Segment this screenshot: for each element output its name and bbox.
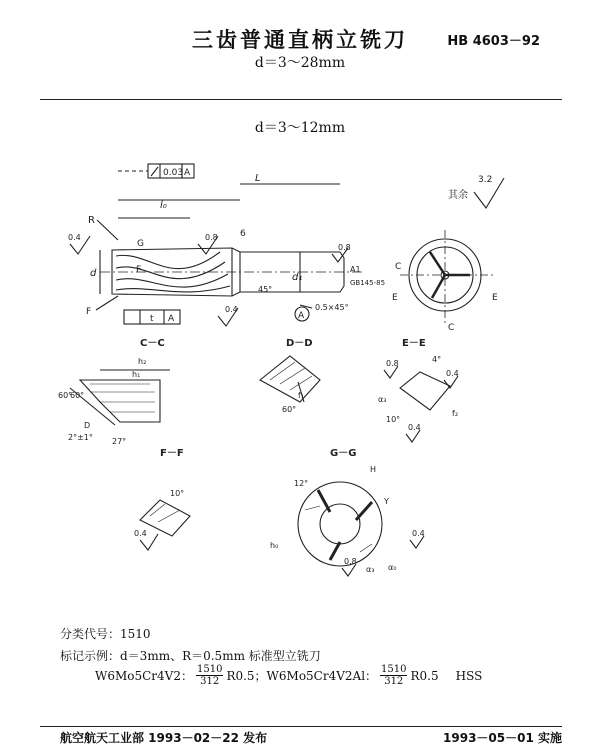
gg-H: H: [370, 465, 377, 474]
view-gg-title: G－G: [330, 448, 357, 459]
page-title: 三齿普通直柄立铣刀: [192, 28, 408, 52]
ee-04b: 0.4: [408, 423, 421, 432]
cc-h2: h₂: [138, 357, 147, 366]
material-label: HSS: [455, 668, 483, 683]
section-cc: [58, 357, 170, 446]
gb-reference: GB145-85: [350, 279, 386, 287]
gg-08: 0.8: [344, 557, 357, 566]
designation-suffix: R0.5: [410, 668, 439, 683]
designation-middle: R0.5；W6Mo5Cr4V2Al：: [226, 669, 378, 683]
sub-diameter-range: d＝3～12mm: [254, 120, 346, 136]
ff-04: 0.4: [134, 529, 147, 538]
tolerance-value: 0.03: [163, 168, 184, 178]
t-label: t: [150, 314, 154, 324]
view-a1-label: A1: [350, 265, 361, 274]
designation-prefix: W6Mo5Cr4V2：: [95, 669, 193, 683]
section-f-label: F: [86, 307, 92, 317]
end-view: [392, 230, 498, 333]
classification-code: 分类代号：1510: [60, 627, 151, 641]
rest-label: 其余: [448, 190, 468, 201]
fraction-denominator: 312: [200, 676, 220, 687]
ee-08: 0.8: [386, 359, 399, 368]
roughness-04-label: 0.4: [68, 233, 81, 242]
dd-f1: f₁: [298, 391, 305, 400]
roughness-04-bottom: 0.4: [225, 305, 238, 314]
section-e-left: E: [392, 293, 398, 303]
fraction-numerator: 1510: [196, 664, 223, 675]
ee-alpha3: α₃: [378, 395, 387, 404]
fraction-denominator-2: 312: [384, 676, 404, 687]
dim-d-label: d: [90, 268, 97, 279]
standard-number: HB 4603－92: [447, 34, 540, 49]
gg-alpha3: α₃: [366, 565, 375, 574]
dim-l0-label: l₀: [160, 200, 167, 211]
datum-a-label: A: [184, 168, 191, 178]
section-c-label: C: [395, 262, 402, 272]
radius-label: R: [88, 215, 95, 226]
view-ee-title: E－E: [402, 338, 426, 349]
section-ff: [134, 489, 190, 550]
section-f-arrow-label: F: [136, 265, 142, 275]
issuer: 航空航天工业部 1993－02－22 发布: [60, 731, 268, 745]
section-ee: [378, 355, 459, 442]
gg-Y: Y: [384, 497, 389, 506]
ee-f2: f₂: [452, 409, 459, 418]
top-rule: [40, 99, 562, 100]
datum-a-bottom: A: [168, 314, 175, 324]
dd-60: 60°: [282, 405, 297, 414]
section-g-label: G: [137, 239, 144, 249]
roughness-08-label: 0.8: [205, 233, 218, 242]
gg-12: 12°: [294, 479, 309, 488]
bottom-rule: [40, 726, 562, 727]
view-cc-title: C－C: [140, 338, 165, 349]
cc-60b: 60°: [70, 391, 85, 400]
section-dd: [260, 356, 320, 414]
dim-d1-label: d₁: [292, 272, 303, 283]
designation-fraction-2: [380, 664, 407, 687]
roughness-08-right: 0.8: [338, 243, 351, 252]
view-ff-title: F－F: [160, 448, 184, 459]
ee-10: 10°: [386, 415, 401, 424]
section-c-bottom: C: [448, 323, 455, 333]
gg-h0: h₀: [270, 541, 279, 550]
fraction-numerator-2: 1510: [381, 664, 407, 675]
view-dd-title: D－D: [286, 338, 313, 349]
designation-fraction-1: [196, 664, 223, 687]
dim-L-label: L: [255, 173, 261, 184]
angle-45-label: 45°: [258, 285, 273, 294]
diameter-range: d＝3～28mm: [254, 55, 346, 71]
gg-04: 0.4: [412, 529, 425, 538]
cc-60: 60°: [58, 391, 73, 400]
chamfer-label: 0.5×45°: [315, 303, 349, 312]
datum-circle-label: A: [298, 311, 305, 321]
rest-roughness-value: 3.2: [478, 175, 493, 185]
ee-4: 4°: [432, 355, 442, 364]
technical-drawing: [0, 140, 600, 600]
gg-alpha0: α₀: [388, 563, 397, 572]
cc-27: 27°: [112, 437, 127, 446]
cc-angle: 2°±1°: [68, 433, 93, 442]
ee-04: 0.4: [446, 369, 459, 378]
section-gg: [270, 465, 425, 576]
cc-h1: h₁: [132, 370, 141, 379]
effective-date: 1993－05－01 实施: [443, 731, 562, 745]
section-e-right: E: [492, 293, 498, 303]
angle-6-label: 6: [240, 229, 246, 239]
ff-10: 10°: [170, 489, 185, 498]
designation-line: [95, 664, 482, 687]
cc-d: D: [84, 421, 91, 430]
marking-example: 标记示例：d＝3mm、R＝0.5mm 标准型立铣刀: [60, 649, 321, 663]
